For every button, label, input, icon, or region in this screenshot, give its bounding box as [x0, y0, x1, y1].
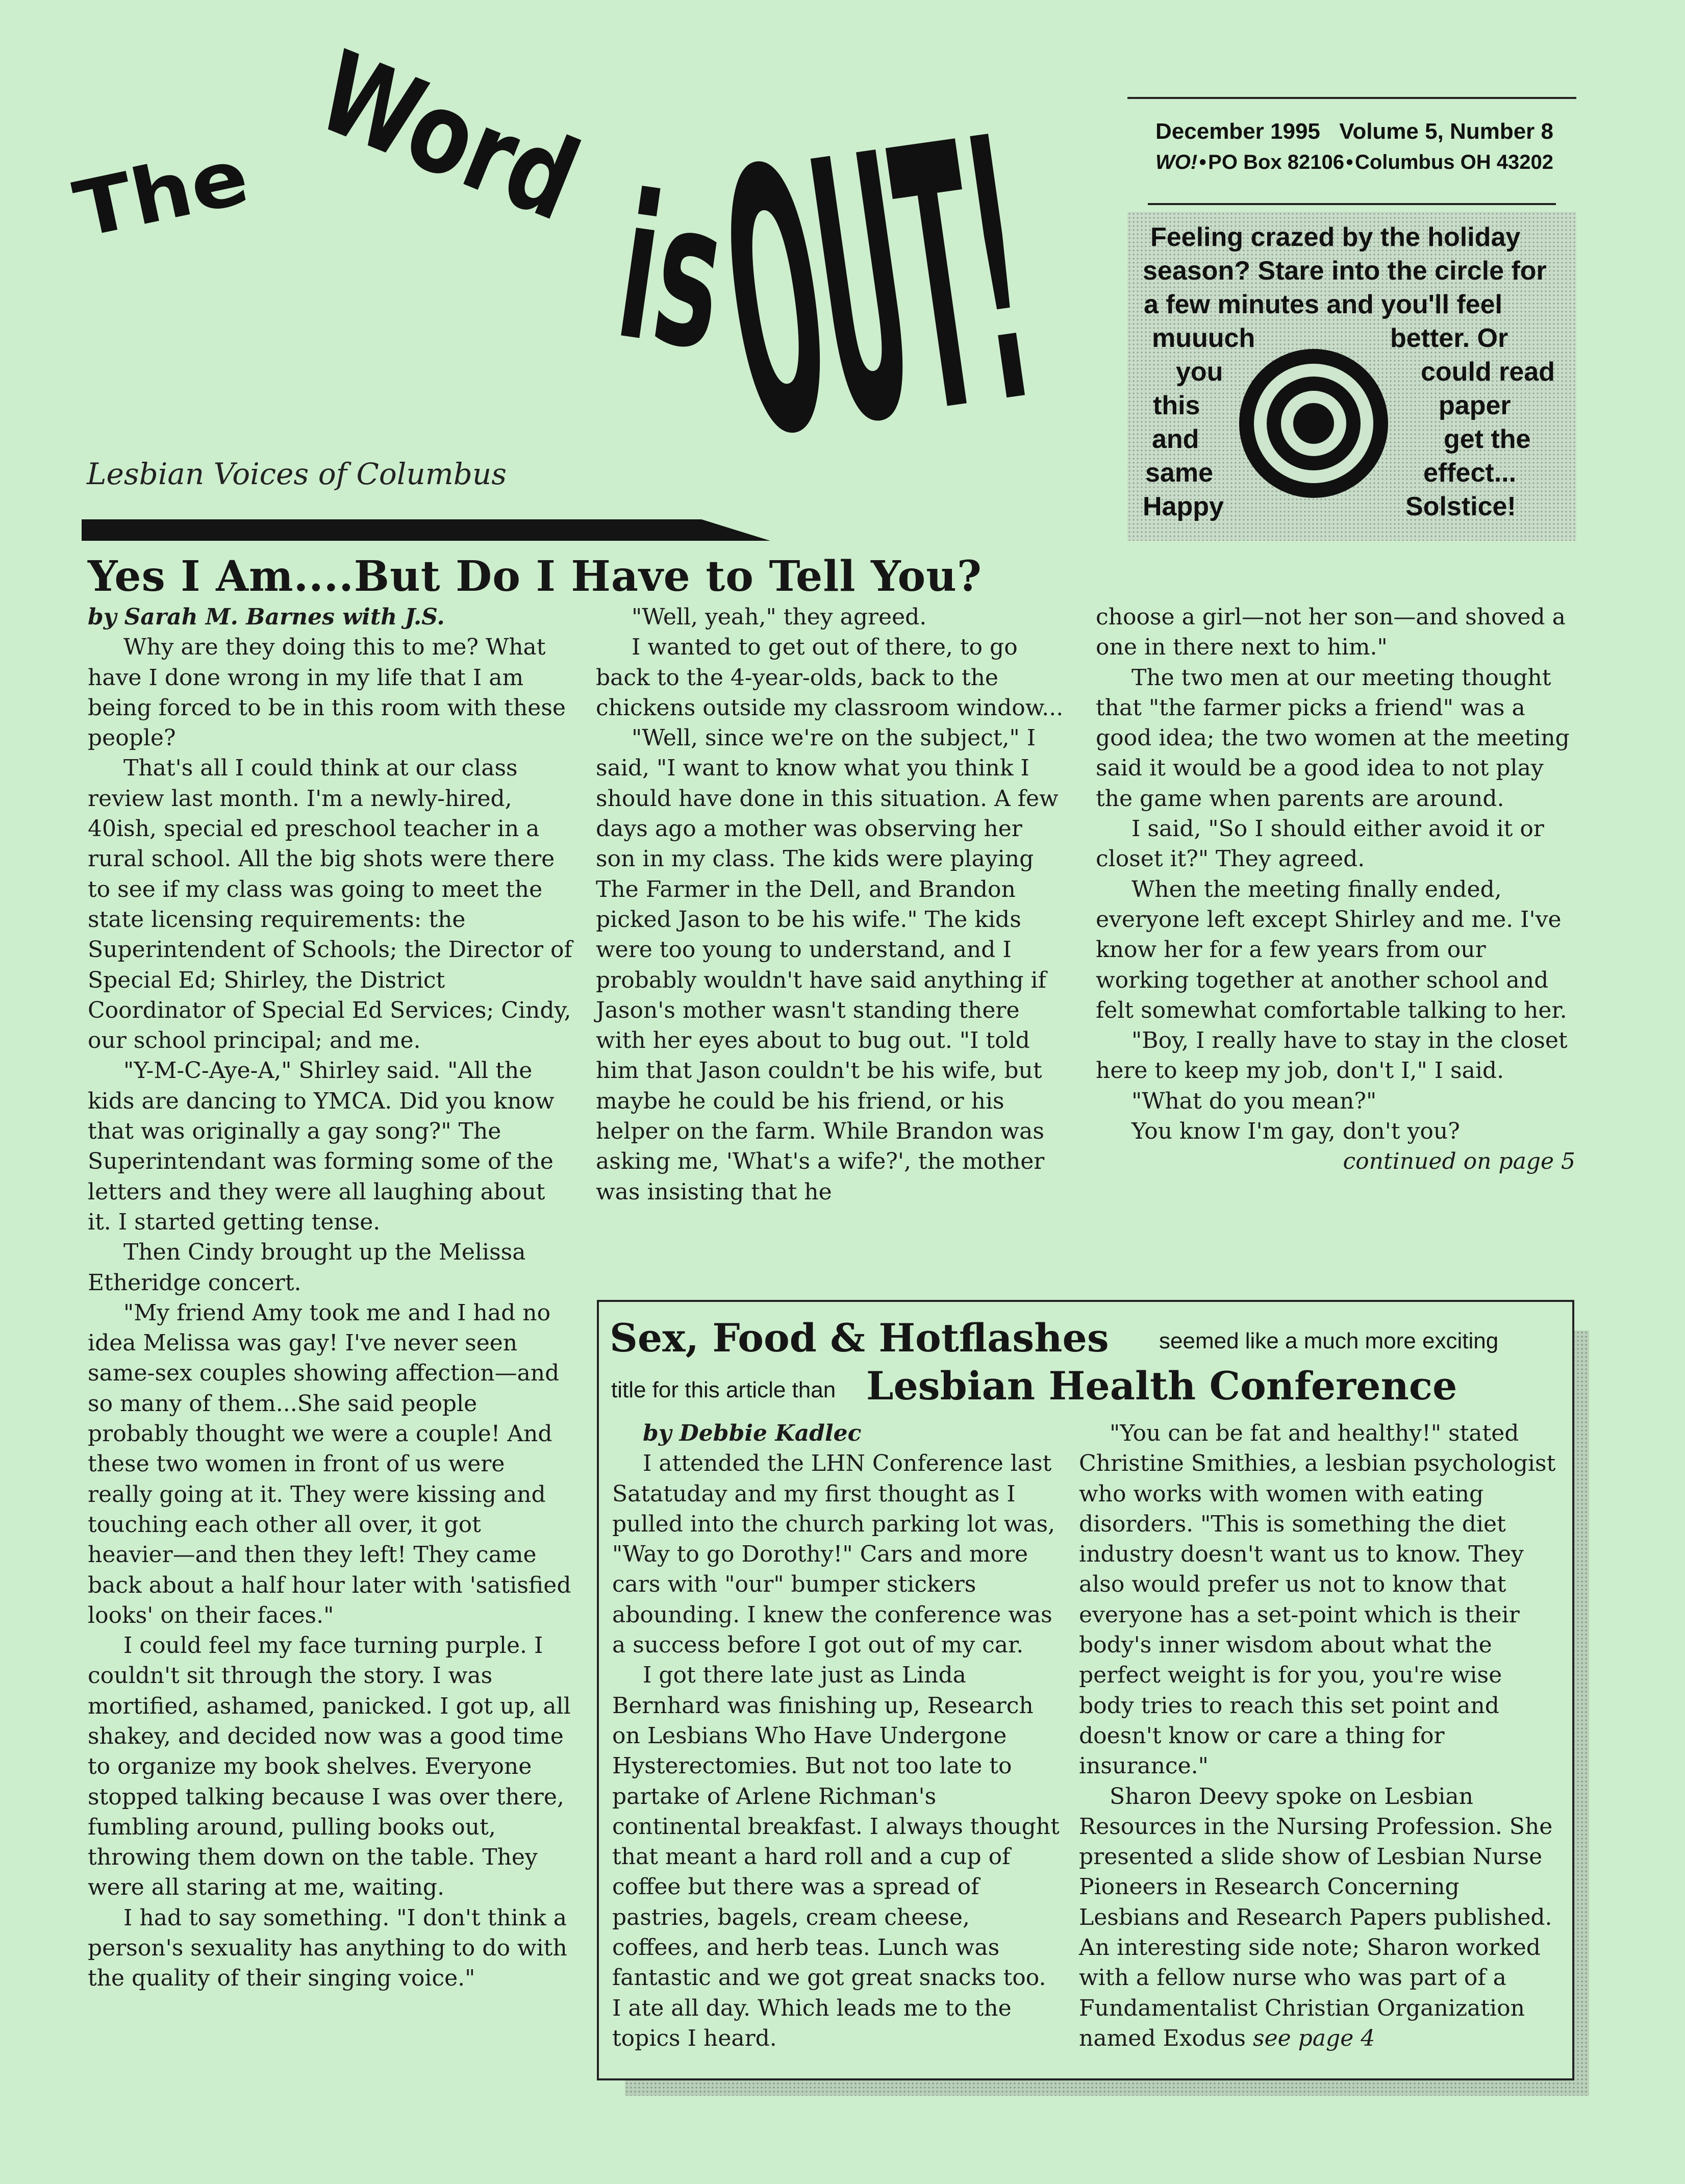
article-paragraph: Then Cindy brought up the Melissa Etheridge concert. [88, 1239, 526, 1296]
article-paragraph: "Well, since we're on the subject," I said, "I want to know what you think I should have done in this situation. A few days ago a mother was observing her son in my class. The kids were playing The Farmer in the Dell, and Brandon picked Jason to be his wife." The kids were too young to understand, and I probably wouldn't have said anything if Jason's mother wasn't standing there with her eyes about to bug out. "I told him that Jason couldn't be his wife, but maybe he could be his friend, or his helper on the farm. While Brandon was asking me, 'What's a wife?', the mother was insisting that he [596, 725, 1059, 1205]
article-column-1 [88, 602, 572, 1994]
issue-info-box [1127, 97, 1576, 541]
issue-volume: Volume 5, Number 8 [1339, 119, 1553, 144]
sidebar-headline-a: Sex, Food & Hotflashes [610, 1315, 1109, 1361]
bullet-2: • [1346, 151, 1353, 173]
article-byline: by Sarah M. Barnes with J.S. [88, 604, 445, 630]
promo-left-6: Happy [1143, 492, 1224, 521]
issue-date: December 1995 [1155, 119, 1320, 144]
article-paragraph: "Well, yeah," they agreed. [632, 604, 927, 630]
info-top-rule [1127, 97, 1576, 99]
promo-right-5: effect... [1423, 458, 1517, 488]
article-column-3 [1096, 602, 1575, 1177]
issue-city: Columbus OH 43202 [1354, 151, 1553, 173]
promo-line-3: a few minutes and you'll feel [1144, 290, 1502, 319]
bullseye-target-icon [1237, 347, 1390, 500]
masthead-word-out: OUT! [703, 60, 1051, 519]
promo-right-4: get the [1444, 424, 1531, 454]
promo-left-4: and [1152, 424, 1199, 454]
promo-box [1127, 212, 1576, 541]
article-paragraph: Why are they doing this to me? What have I done wrong in my life that I am being forced to be in this room with these people? [88, 634, 566, 751]
sidebar-column-2 [1079, 1418, 1564, 2053]
promo-line-1: Feeling crazed by the holiday [1150, 222, 1521, 252]
promo-left-5: same [1145, 458, 1213, 488]
masthead-rule [82, 519, 770, 541]
sidebar-paragraph-text: Sharon Deevy spoke on Lesbian Resources in the Nursing Profession. She presented a slide show of Lesbian Nurse Pioneers in Research Concerning Lesbians and Research Papers published. An interesting side note; Sharon worked with a fellow nurse who was part of a Fundamentalist Christian Organization named Exodus [1079, 1783, 1553, 2051]
sidebar-byline: by Debbie Kadlec [643, 1420, 862, 1446]
promo-right-3: paper [1439, 391, 1511, 420]
sidebar-paragraph [1079, 1781, 1564, 2054]
issue-header [1155, 116, 1553, 178]
article-paragraph: "My friend Amy took me and I had no idea Melissa was gay! I've never seen same-sex couples showing affection—and so many of them...She said people probably thought we were a couple! And these two women in front of us were really going at it. They were kissing and touching each other all over, it got heavier—and then they left! They came back about a half hour later with 'satisfied looks' on their faces." [88, 1299, 571, 1628]
promo-left-3: this [1153, 391, 1200, 420]
promo-left-2: you [1176, 357, 1223, 387]
article-paragraph: I could feel my face turning purple. I couldn't sit through the story. I was mortified, ashamed, panicked. I got up, all shakey, and decided now was a good time to organize my book shelves. Everyone stopped talking because I was over there, fumbling around, pulling books out, throwing them down on the table. They were all staring at me, waiting. [88, 1633, 571, 1901]
article-column-2 [596, 602, 1065, 1207]
article-paragraph: When the meeting finally ended, everyone left except Shirley and me. I've know her for a few years from our working together at another school and felt somewhat comfortable talking to her. [1096, 876, 1567, 1023]
masthead-word-the: The [67, 132, 256, 256]
article-paragraph: choose a girl—not her son—and shoved a one in there next to him." [1096, 604, 1566, 661]
sidebar-headline-b: seemed like a much more exciting [1159, 1328, 1499, 1353]
masthead-word-is: is [606, 151, 737, 395]
article-paragraph: "What do you mean?" [1131, 1088, 1377, 1114]
article-paragraph: I wanted to get out of there, to go back to the 4-year-olds, back to the chickens outside my classroom window... [596, 634, 1064, 721]
article-headline: Yes I Am....But Do I Have to Tell You? [88, 552, 982, 601]
sidebar-paragraph: "You can be fat and healthy!" stated Christine Smithies, a lesbian psychologist who works with women with eating disorders. "This is something the diet industry doesn't want us to know. They also would prefer us not to know that everyone has a set-point which is their body's inner wisdom about what the perfect weight is for you, you're wise body tries to reach this set point and doesn't know or care a thing for insurance." [1079, 1420, 1556, 1779]
article-paragraph: The two men at our meeting thought that "the farmer picks a friend" was a good idea; the two women at the meeting said it would be a good idea to not play the game when parents are around. [1096, 664, 1570, 812]
article-paragraph: "Y-M-C-Aye-A," Shirley said. "All the kids are dancing to YMCA. Did you know that was originally a gay song?" The Superintendant was forming some of the letters and they were all laughing about it. I started getting tense. [88, 1058, 555, 1235]
issue-abbrev: WO! [1155, 151, 1198, 173]
masthead-word-word: Word [301, 26, 595, 246]
promo-line-2: season? Stare into the circle for [1143, 256, 1547, 286]
masthead-logo [67, 26, 1082, 561]
promo-left-1: muuuch [1152, 323, 1255, 353]
issue-address: PO Box 82106 [1208, 151, 1344, 173]
promo-right-1: better. Or [1390, 323, 1508, 353]
sidebar-paragraph: I attended the LHN Conference last Satatuday and my first thought as I pulled into the church parking lot was, "Way to go Dorothy!" Cars and more cars with "our" bumper stickers abounding. I knew the conference was a success before I got out of my car. [612, 1450, 1055, 1659]
sidebar-column-1 [612, 1418, 1061, 2053]
article-paragraph: "Boy, I really have to stay in the closet here to keep my job, don't I," I said. [1096, 1027, 1568, 1084]
article-paragraph: I said, "So I should either avoid it or closet it?" They agreed. [1096, 816, 1544, 872]
sidebar-headline-d: Lesbian Health Conference [866, 1363, 1457, 1409]
bullet-1: • [1199, 151, 1206, 173]
article-paragraph: You know I'm gay, don't you? [1131, 1118, 1460, 1145]
sidebar-headline-c: title for this article than [611, 1377, 836, 1402]
article-paragraph: I had to say something. "I don't think a person's sexuality has anything to do with the quality of their singing voice." [88, 1904, 567, 1992]
promo-right-6: Solstice! [1405, 492, 1516, 521]
article-paragraph: That's all I could think at our class review last month. I'm a newly-hired, 40ish, special ed preschool teacher in a rural school. All the big shots were there to see if my class was going to meet the state licensing requirements: the Superintendent of Schools; the Director of Special Ed; Shirley, the District Coordinator of Special Ed Services; Cindy, our school principal; and me. [88, 755, 572, 1054]
promo-right-2: could read [1421, 357, 1555, 387]
continued-on-page-link[interactable]: continued on page 5 [1343, 1148, 1575, 1175]
masthead-tagline: Lesbian Voices of Columbus [87, 457, 507, 491]
info-mid-rule [1148, 203, 1556, 205]
see-page-link[interactable]: see page 4 [1253, 2025, 1375, 2051]
sidebar-paragraph: I got there late just as Linda Bernhard was finishing up, Research on Lesbians Who Have Undergone Hysterectomies. But not too late to partake of Arlene Richman's continental breakfast. I always thought that meant a hard roll and a cup of coffee but there was a spread of pastries, bagels, cream cheese, coffees, and herb teas. Lunch was fantastic and we got great snacks too. I ate all day. Which leads me to the topics I heard. [612, 1662, 1060, 2051]
